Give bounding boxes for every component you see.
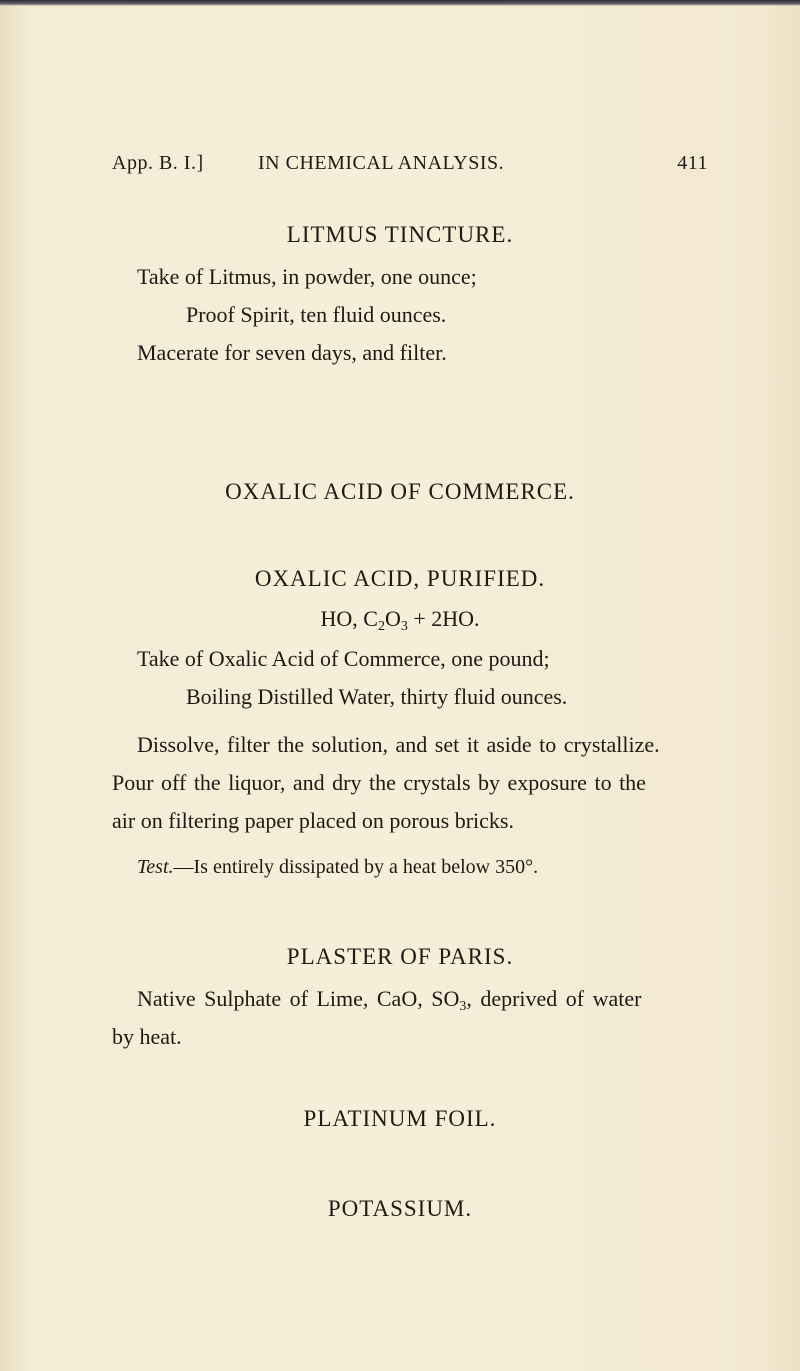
- oxalic-paragraph-line-1: Dissolve, filter the solution, and set it aside to crystallize.: [137, 732, 660, 757]
- running-header: [112, 152, 708, 182]
- heading-litmus-tincture: LITMUS TINCTURE.: [286, 222, 514, 247]
- heading-plaster-of-paris: PLASTER OF PARIS.: [286, 944, 514, 969]
- heading-potassium: POTASSIUM.: [327, 1196, 473, 1221]
- formula-part-3: + 2HO.: [407, 606, 480, 631]
- formula-subscript-2: 3: [400, 619, 408, 634]
- litmus-line-1: Take of Litmus, in powder, one ounce;: [137, 264, 477, 289]
- heading-oxalic-purified: OXALIC ACID, PURIFIED.: [254, 566, 546, 591]
- oxalic-line-1: Take of Oxalic Acid of Commerce, one pound;: [137, 646, 550, 671]
- litmus-line-2: Proof Spirit, ten fluid ounces.: [186, 302, 447, 327]
- test-label: Test.: [137, 856, 174, 878]
- chemical-formula: [0, 606, 800, 635]
- plaster-subscript: 3: [459, 999, 467, 1014]
- heading-platinum-foil: PLATINUM FOIL.: [303, 1106, 497, 1131]
- plaster-line-1-rest: , deprived of water: [466, 986, 642, 1011]
- oxalic-paragraph-line-2: Pour off the liquor, and dry the crystals by exposure to the: [112, 770, 646, 795]
- heading-oxalic-commerce: OXALIC ACID OF COMMERCE.: [225, 479, 575, 504]
- test-text: —Is entirely dissipated by a heat below 350°.: [173, 856, 539, 878]
- header-section-ref: App. B. I.]: [112, 152, 204, 174]
- formula-part-1: HO, C: [320, 606, 378, 631]
- oxalic-paragraph-line-3: air on filtering paper placed on porous bricks.: [112, 808, 514, 833]
- litmus-line-3: Macerate for seven days, and filter.: [137, 340, 447, 365]
- formula-subscript-1: 2: [377, 619, 385, 634]
- plaster-line-2: by heat.: [112, 1024, 182, 1049]
- oxalic-line-2: Boiling Distilled Water, thirty fluid ounces.: [186, 684, 568, 709]
- page-edge: [0, 0, 800, 6]
- formula-part-2: O: [384, 606, 401, 631]
- header-title: IN CHEMICAL ANALYSIS.: [258, 152, 505, 174]
- plaster-line-1-text: Native Sulphate of Lime, CaO, SO: [137, 986, 460, 1011]
- oxalic-test-note: [137, 856, 538, 879]
- page-number: 411: [677, 152, 708, 174]
- plaster-line-1: [137, 986, 642, 1015]
